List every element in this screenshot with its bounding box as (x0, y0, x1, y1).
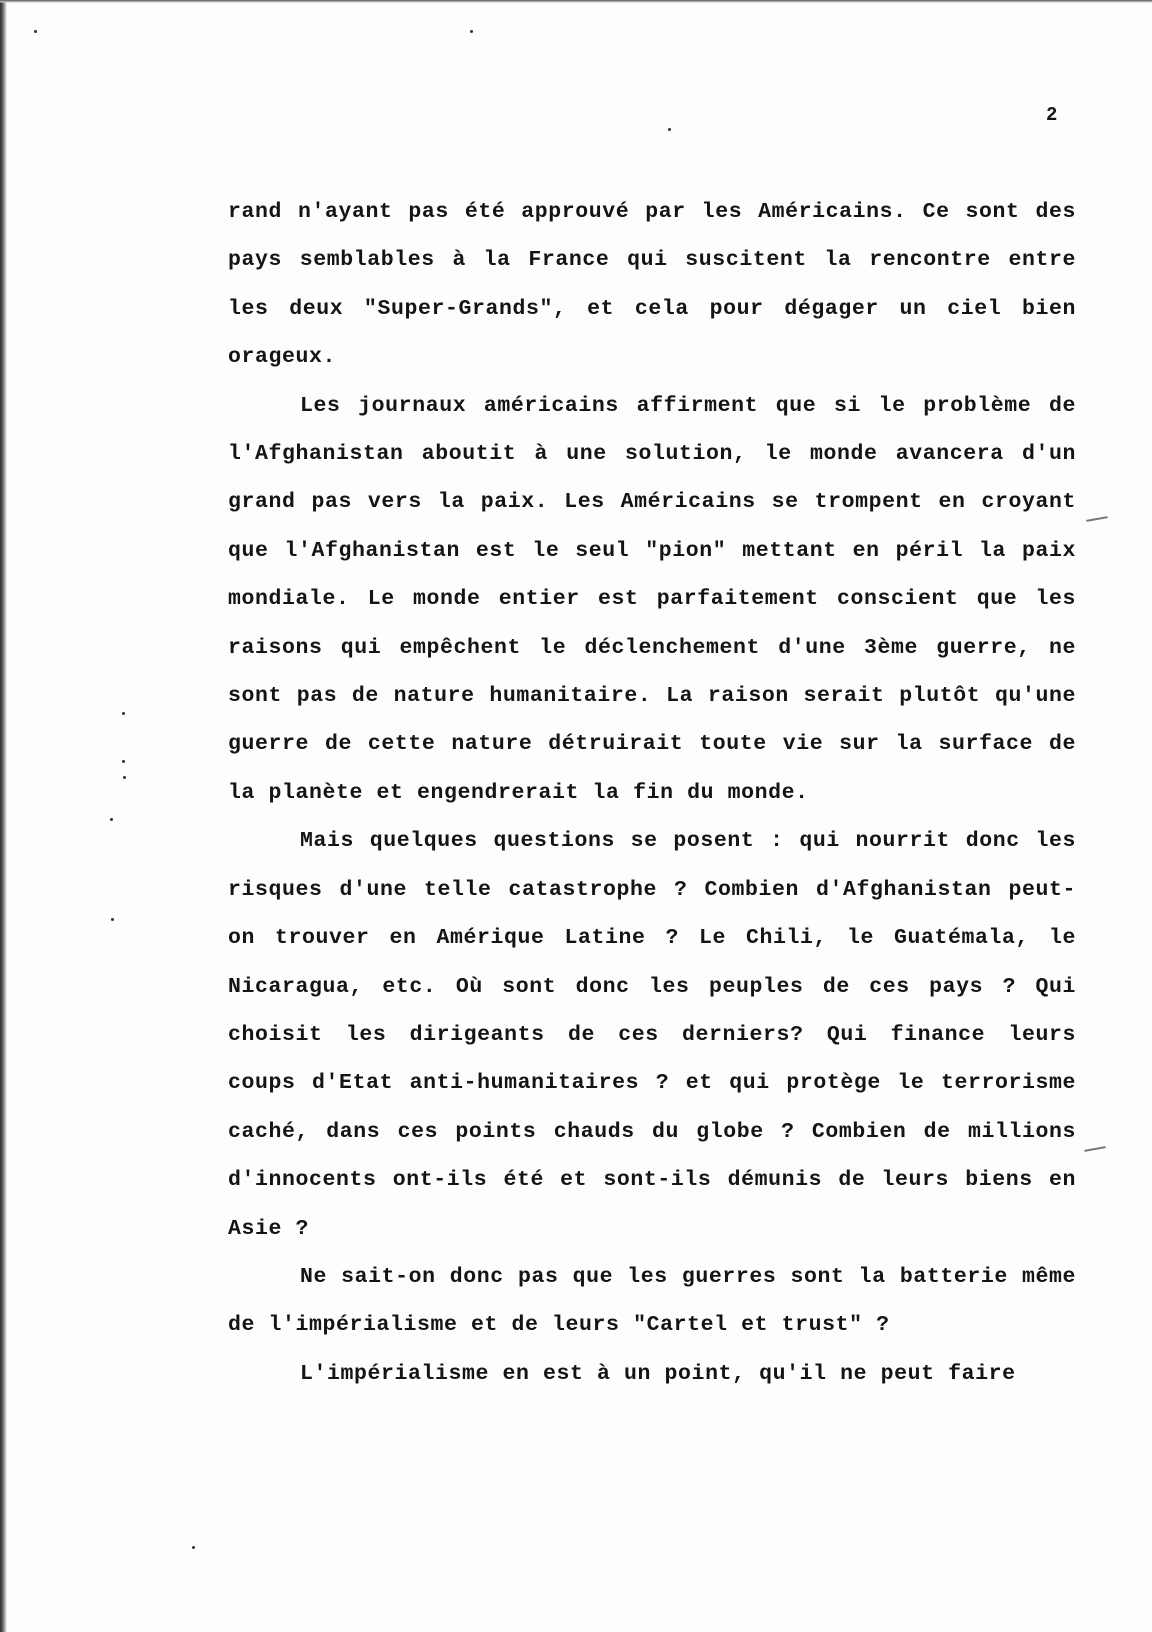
margin-tick-mark (1086, 516, 1108, 522)
scan-left-edge (0, 0, 7, 1632)
paragraph-4: Ne sait-on donc pas que les guerres sont la batterie même de l'impérialisme et de leurs "Cartel et trust" ? (228, 1264, 1076, 1338)
paragraph-2: Les journaux américains affirment que si le problème de l'Afghanistan aboutit à une solution, le monde avancera d'un grand pas vers la paix. Les Américains se trompent en croyant que l'Afghanistan est le seul "pion" mettant en péril la paix mondiale. Le monde entier est parfaitement conscient que les raisons qui empêchent le déclenchement d'une 3ème guerre, ne sont pas de nature humanitaire. La raison serait plutôt qu'une guerre de cette nature détruirait toute vie sur la surface de la planète et engendrerait la fin du monde. (228, 393, 1076, 805)
scan-speck (122, 712, 125, 715)
margin-tick-mark (1084, 1146, 1106, 1152)
scan-speck (192, 1546, 195, 1549)
scan-speck (470, 30, 473, 33)
scan-speck (122, 760, 125, 763)
paragraph-3: Mais quelques questions se posent : qui nourrit donc les risques d'une telle catastrophe ? Combien d'Afghanistan peut-on trouver en Amérique Latine ? Le Chili, le Guatémala, le Nicaragua, etc. Où sont donc les peuples de ces pays ? Qui choisit les dirigeants de ces derniers? Qui finance leurs coups d'Etat anti-humanitaires ? et qui protège le terrorisme caché, dans ces points chauds du globe ? Combien de millions d'innocents ont-ils été et sont-ils démunis de leurs biens en Asie ? (228, 829, 1076, 1241)
paragraph-5: L'impérialisme en est à un point, qu'il ne peut faire (300, 1361, 1016, 1386)
body-text (228, 188, 1076, 1398)
page-number: 2 (1046, 104, 1058, 126)
paragraph-1: rand n'ayant pas été approuvé par les Américains. Ce sont des pays semblables à la France qui suscitent la rencontre entre les deux "Super-Grands", et cela pour dégager un ciel bien orageux. (228, 200, 1076, 370)
scan-speck (34, 30, 37, 33)
scan-speck (668, 128, 671, 131)
scan-speck (110, 818, 113, 821)
scan-speck (111, 918, 114, 921)
scan-top-edge (0, 0, 1152, 3)
scan-speck (123, 776, 126, 779)
